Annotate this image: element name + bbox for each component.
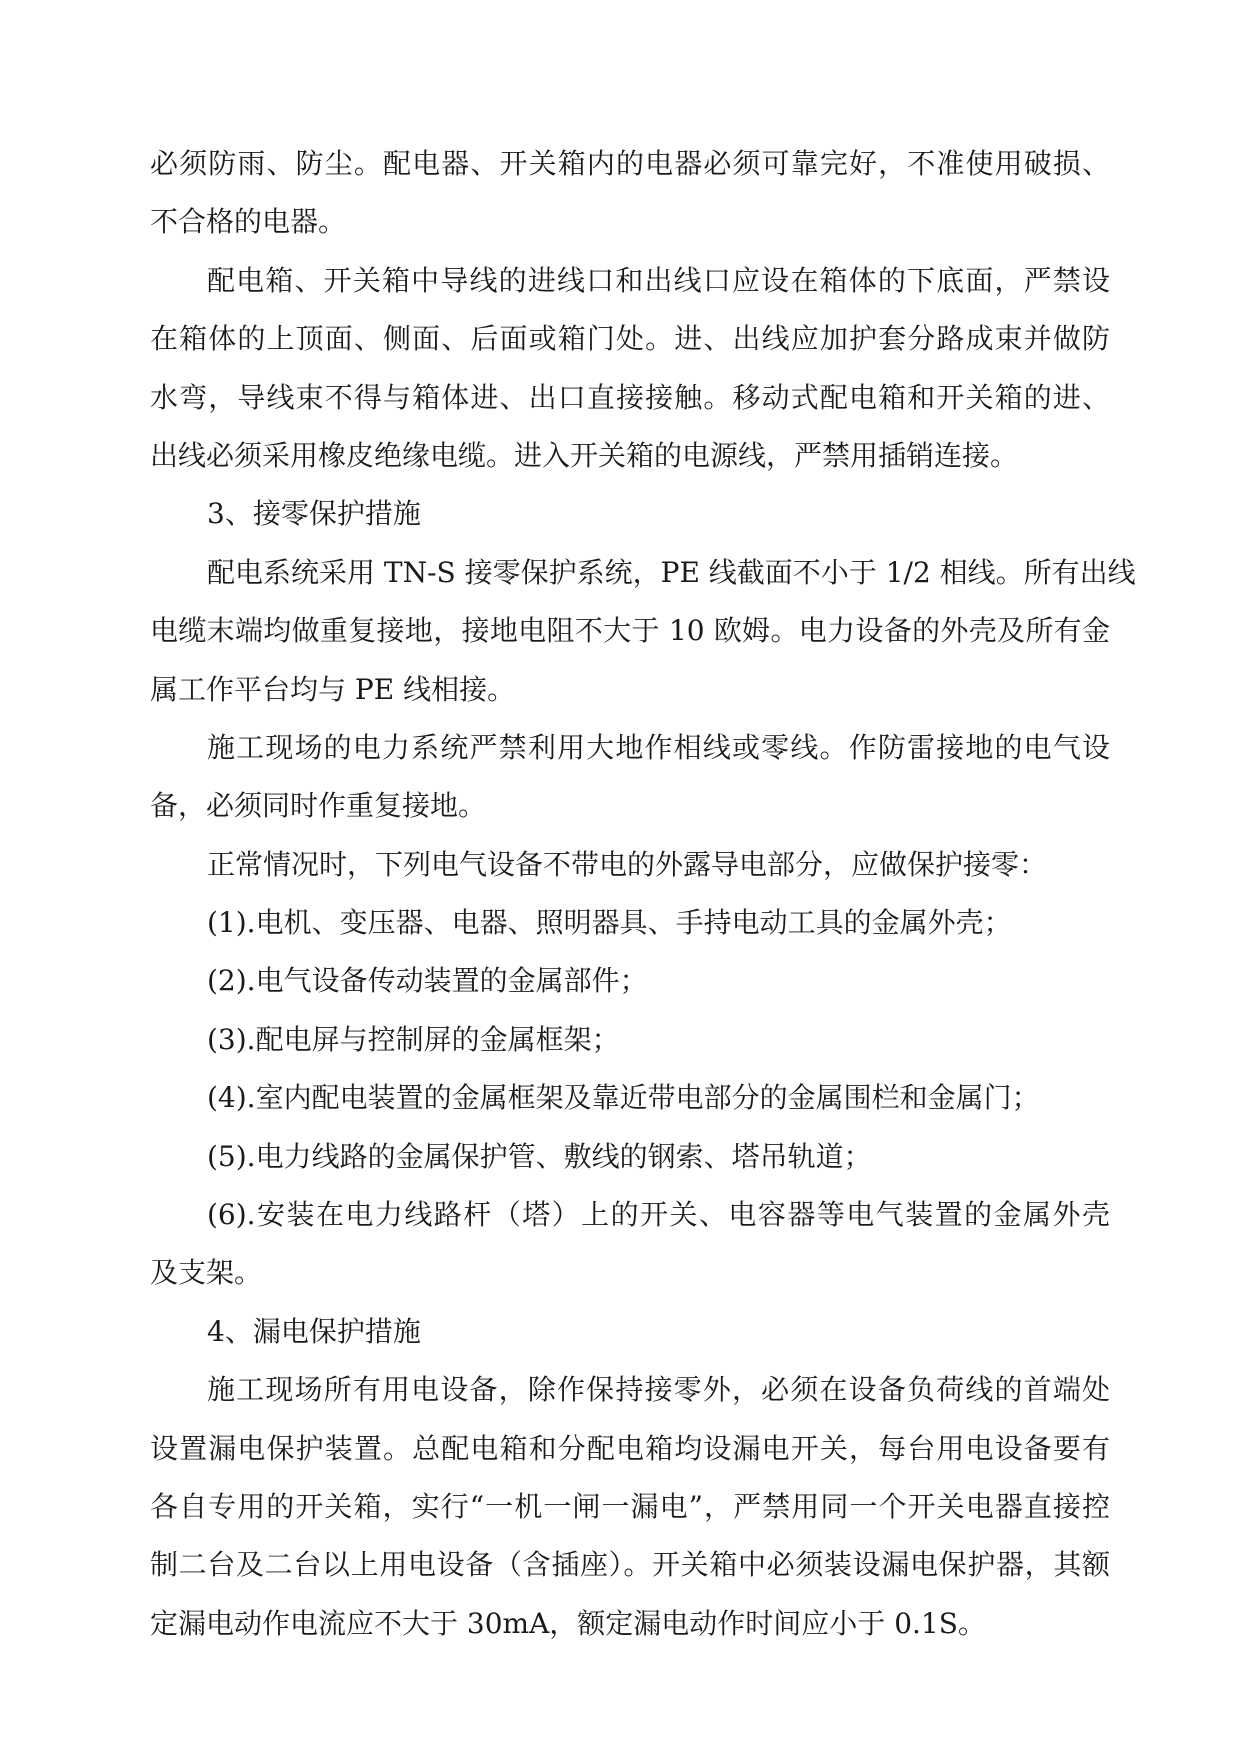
document-body <box>150 135 1136 1653</box>
text-line: 各自专用的开关箱，实行“一机一闸一漏电”，严禁用同一个开关电器直接控 <box>150 1489 1110 1523</box>
section-heading: 4、漏电保护措施 <box>207 1314 421 1348</box>
section-heading: 3、接零保护措施 <box>207 497 421 531</box>
text-line: 配电箱、开关箱中导线的进线口和出线口应设在箱体的下底面，严禁设 <box>207 263 1110 297</box>
text-line: 水弯，导线束不得与箱体进、出口直接接触。移动式配电箱和开关箱的进、 <box>150 380 1110 414</box>
list-item: (3).配电屏与控制屏的金属框架； <box>207 1022 620 1056</box>
text-line: 设置漏电保护装置。总配电箱和分配电箱均设漏电开关，每台用电设备要有 <box>150 1431 1110 1465</box>
list-item: (2).电气设备传动装置的金属部件； <box>207 964 648 998</box>
text-line: 施工现场的电力系统严禁利用大地作相线或零线。作防雷接地的电气设 <box>207 730 1110 764</box>
text-line: 施工现场所有用电设备，除作保持接零外，必须在设备负荷线的首端处 <box>207 1373 1110 1407</box>
text-line: 在箱体的上顶面、侧面、后面或箱门处。进、出线应加护套分路成束并做防 <box>150 322 1110 356</box>
text-line: 制二台及二台以上用电设备（含插座）。开关箱中必须装设漏电保护器，其额 <box>150 1548 1110 1582</box>
list-item: (1).电机、变压器、电器、照明器具、手持电动工具的金属外壳； <box>207 906 1012 940</box>
text-line: 必须防雨、防尘。配电器、开关箱内的电器必须可靠完好，不准使用破损、 <box>150 147 1110 180</box>
text-line: 配电系统采用 TN-S 接零保护系统，PE 线截面不小于 1/2 相线。所有出线 <box>207 555 1136 589</box>
text-line: 不合格的电器。 <box>150 205 347 239</box>
list-item: (6).安装在电力线路杆（塔）上的开关、电容器等电气装置的金属外壳 <box>207 1198 1110 1232</box>
text-line: 出线必须采用橡皮绝缘电缆。进入开关箱的电源线，严禁用插销连接。 <box>150 438 1019 472</box>
text-line: 备，必须同时作重复接地。 <box>150 789 487 823</box>
text-line: 及支架。 <box>150 1256 263 1290</box>
text-line: 定漏电动作电流应不大于 30mA，额定漏电动作时间应小于 0.1S。 <box>150 1606 986 1640</box>
text-line: 电缆末端均做重复接地，接地电阻不大于 10 欧姆。电力设备的外壳及所有金 <box>150 614 1110 648</box>
text-line: 正常情况时，下列电气设备不带电的外露导电部分，应做保护接零： <box>207 847 1048 881</box>
text-line: 属工作平台均与 PE 线相接。 <box>150 672 516 706</box>
list-item: (4).室内配电装置的金属框架及靠近带电部分的金属围栏和金属门； <box>207 1081 1040 1115</box>
list-item: (5).电力线路的金属保护管、敷线的钢索、塔吊轨道； <box>207 1139 872 1173</box>
